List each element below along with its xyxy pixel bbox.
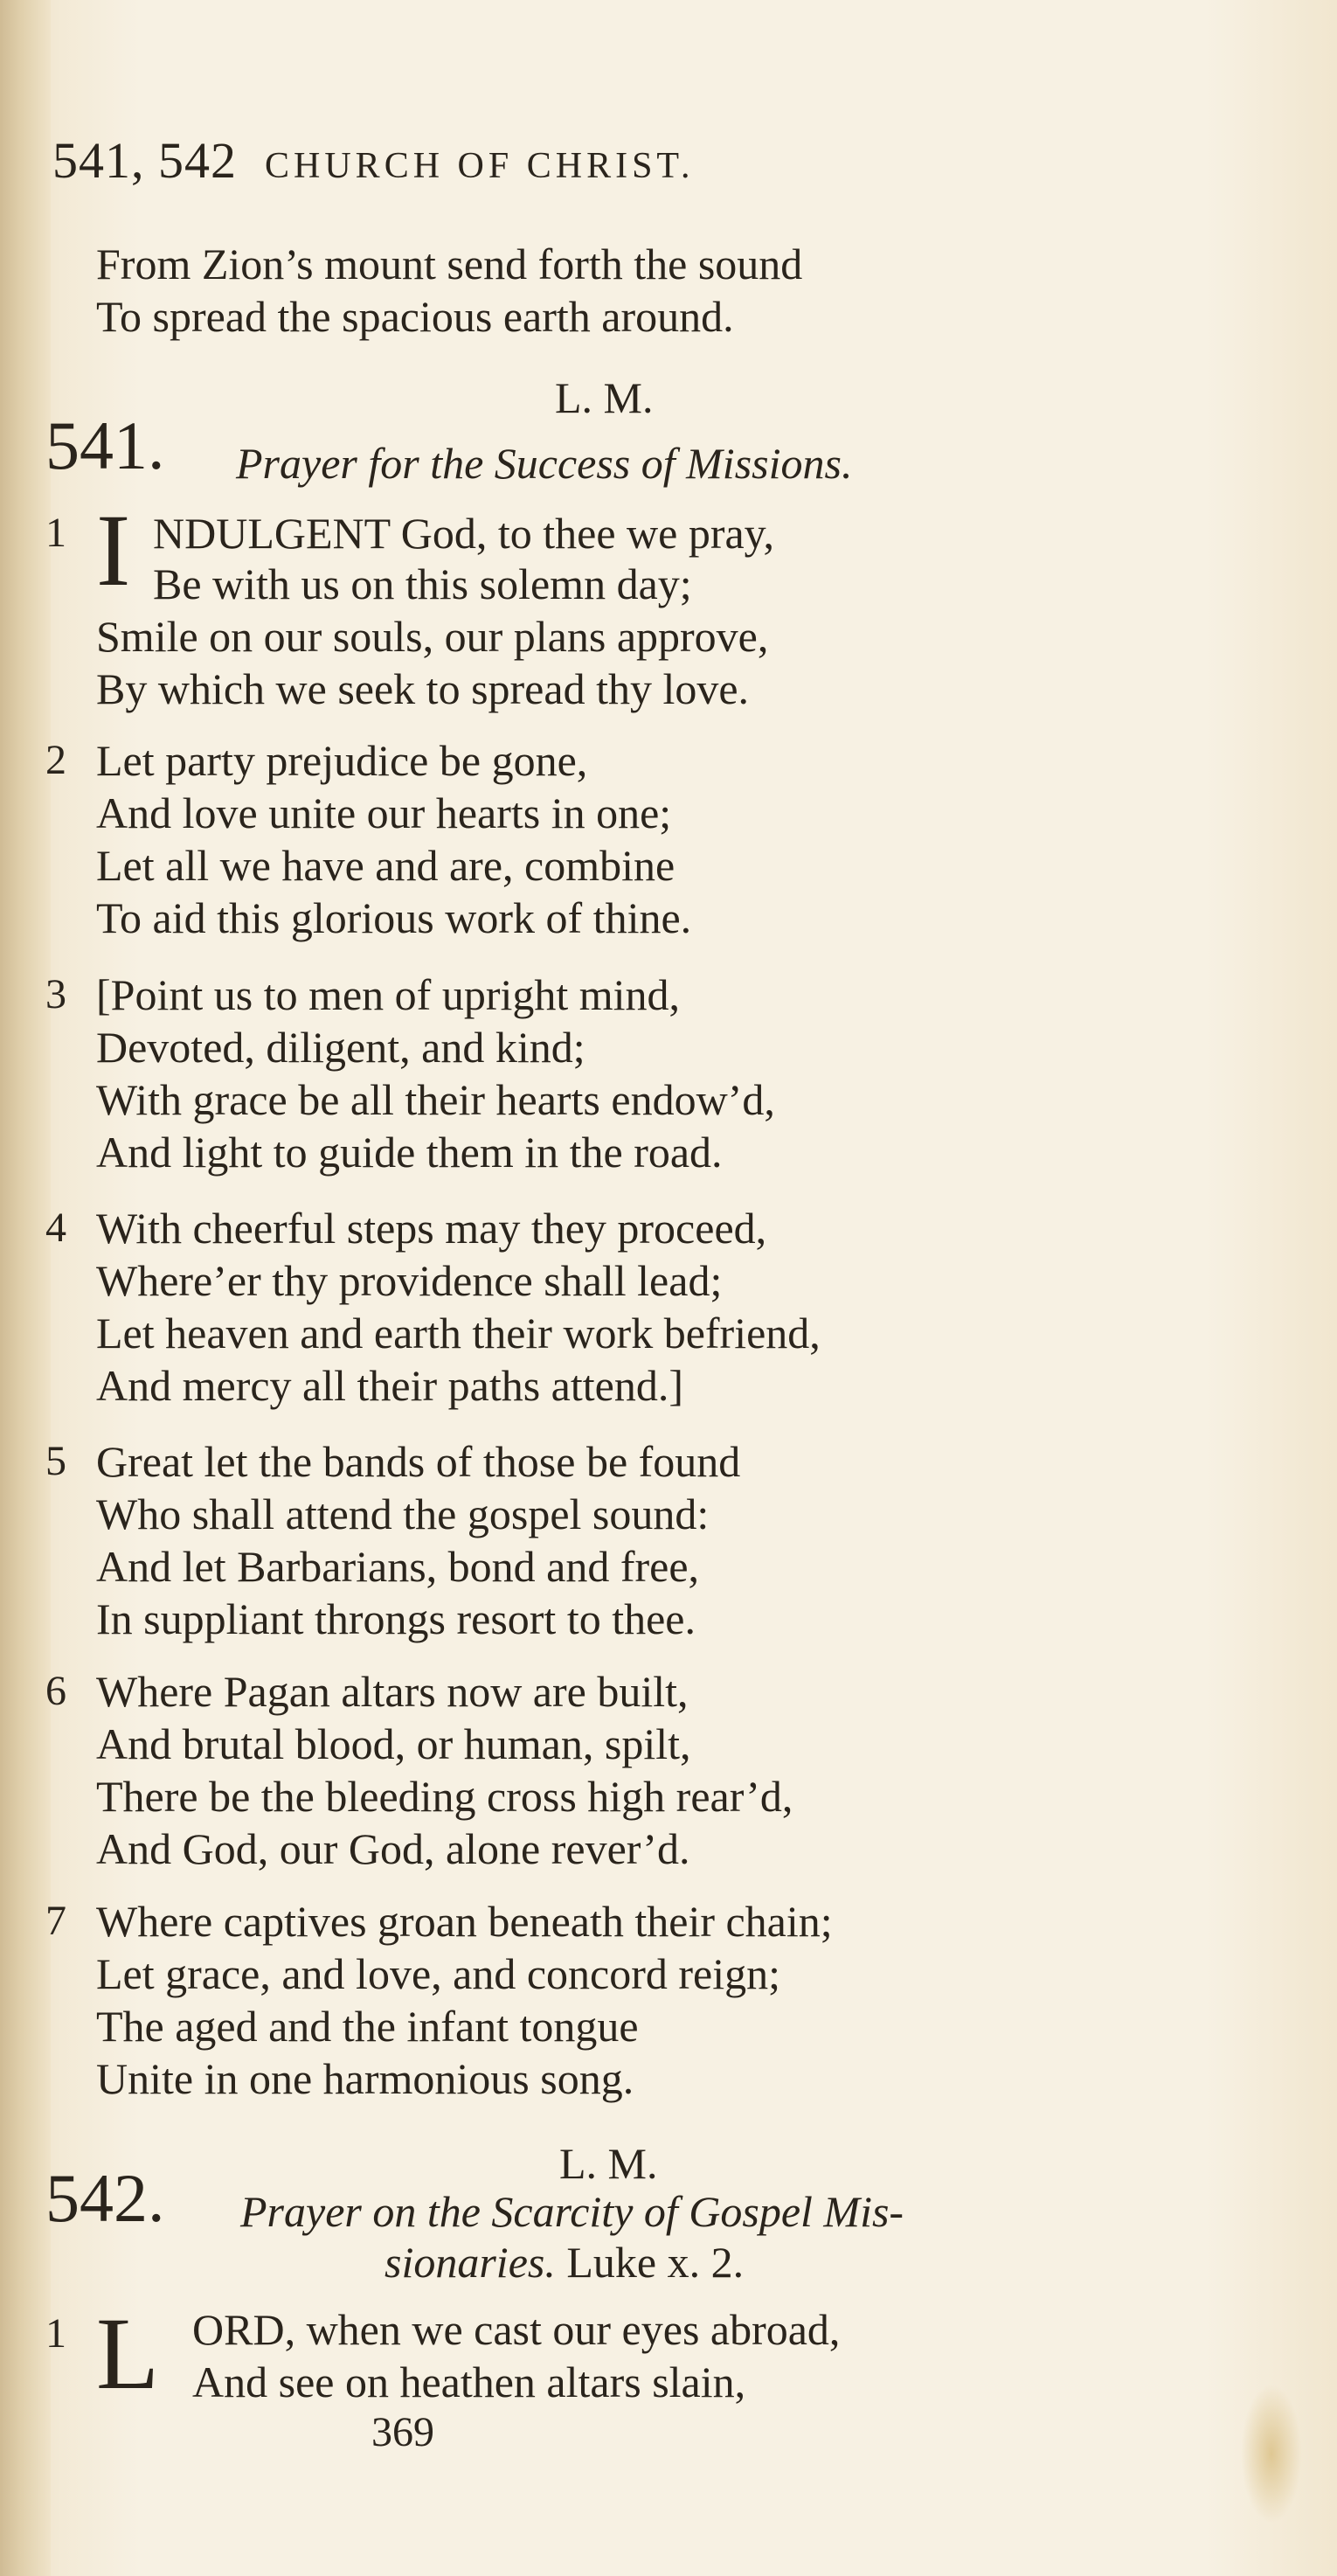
hymn-line: And light to guide them in the road. <box>96 1128 723 1177</box>
hymn-542-dropcap: L <box>96 2296 160 2411</box>
hymn-line: Who shall attend the gospel sound: <box>96 1489 710 1538</box>
hymn-541-meter: L. M. <box>555 373 654 422</box>
hymn-542-title-line2 <box>384 2236 744 2288</box>
hymn-line: To aid this glorious work of thine. <box>96 893 692 942</box>
hymn-line: NDULGENT God, to thee we pray, <box>153 509 774 558</box>
hymn-line: [Point us to men of upright mind, <box>96 970 681 1019</box>
book-binding-shadow <box>0 0 51 2576</box>
hymn-541-dropcap: I <box>96 493 131 608</box>
hymn-line: Let party prejudice be gone, <box>96 736 588 785</box>
hymn-line: And brutal blood, or human, spilt, <box>96 1719 691 1768</box>
running-header <box>52 131 694 190</box>
hymn-542-number: 542. <box>45 2160 165 2236</box>
verse-number: 2 <box>45 737 66 783</box>
header-title: CHURCH OF CHRIST. <box>265 146 695 186</box>
verse-number: 3 <box>45 971 66 1017</box>
hymn-line: Where Pagan altars now are built, <box>96 1667 689 1716</box>
verse-number: 1 <box>45 510 66 556</box>
hymn-line: And let Barbarians, bond and free, <box>96 1542 700 1591</box>
hymn-line: Smile on our souls, our plans approve, <box>96 612 769 661</box>
paper-stain <box>1241 2384 1302 2524</box>
hymn-line: The aged and the infant tongue <box>96 2002 639 2051</box>
hymn-line: Let all we have and are, combine <box>96 841 675 890</box>
page-number: 369 <box>371 2409 434 2455</box>
hymn-542-meter: L. M. <box>559 2139 658 2188</box>
hymn-line: Be with us on this solemn day; <box>153 559 692 608</box>
hymn-542-title-italic: sionaries. <box>384 2238 556 2287</box>
header-hymn-numbers: 541, 542 <box>52 132 237 189</box>
hymn-line: And love unite our hearts in one; <box>96 788 672 837</box>
hymn-line: Let grace, and love, and concord reign; <box>96 1949 780 1998</box>
hymn-line: And see on heathen altars slain, <box>192 2357 746 2406</box>
hymn-line: ORD, when we cast our eyes abroad, <box>192 2305 841 2354</box>
prev-hymn-line: From Zion’s mount send forth the sound <box>96 240 803 288</box>
hymn-542-title-line1: Prayer on the Scarcity of Gospel Mis- <box>240 2187 904 2236</box>
verse-number: 5 <box>45 1438 66 1484</box>
hymn-line: Where’er thy providence shall lead; <box>96 1256 723 1305</box>
hymn-line: With cheerful steps may they proceed, <box>96 1204 767 1253</box>
hymn-line: Where captives groan beneath their chain; <box>96 1897 833 1946</box>
hymn-line: In suppliant throngs resort to thee. <box>96 1594 696 1643</box>
hymn-line: And God, our God, alone rever’d. <box>96 1824 690 1873</box>
verse-number: 1 <box>45 2310 66 2357</box>
verse-number: 4 <box>45 1205 66 1251</box>
hymn-line: With grace be all their hearts endow’d, <box>96 1075 775 1124</box>
hymn-line: Unite in one harmonious song. <box>96 2054 634 2103</box>
hymn-541-number: 541. <box>45 407 165 483</box>
hymn-line: By which we seek to spread thy love. <box>96 664 750 713</box>
hymn-line: Let heaven and earth their work befriend, <box>96 1309 821 1357</box>
prev-hymn-line: To spread the spacious earth around. <box>96 292 734 341</box>
verse-number: 7 <box>45 1898 66 1944</box>
hymn-542-scripture-ref: Luke x. 2. <box>566 2238 745 2287</box>
hymn-line: And mercy all their paths attend.] <box>96 1361 683 1410</box>
hymn-line: There be the bleeding cross high rear’d, <box>96 1772 793 1821</box>
verse-number: 6 <box>45 1668 66 1714</box>
hymn-541-title: Prayer for the Success of Missions. <box>236 439 853 488</box>
hymn-line: Devoted, diligent, and kind; <box>96 1023 585 1072</box>
hymn-line: Great let the bands of those be found <box>96 1437 741 1486</box>
